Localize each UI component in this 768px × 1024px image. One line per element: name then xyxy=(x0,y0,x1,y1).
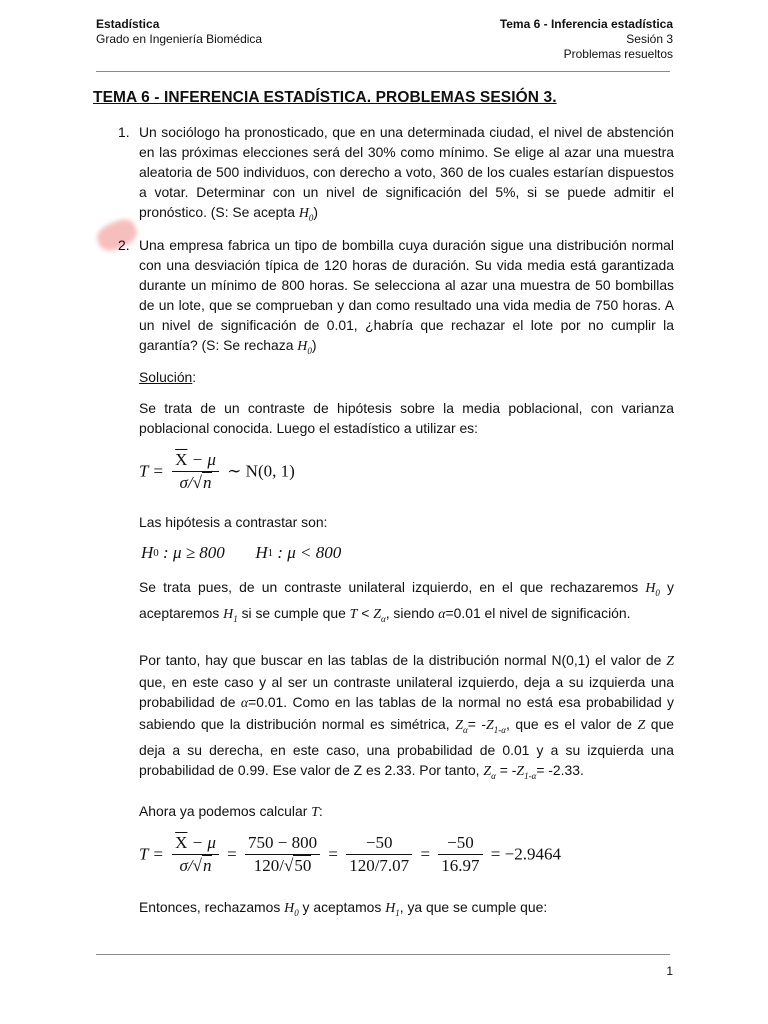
equation-statistic: T = $\frac{\overline{X} - \mu}{\sigma/√n}$ ∼ N(0, 1) xyxy=(139,450,295,492)
solution-paragraph-2: Las hipótesis a contrastar son: xyxy=(139,514,328,530)
solution-paragraph-5: Ahora ya podemos calcular T: xyxy=(139,803,323,820)
solution-paragraph-6: Entonces, rechazamos $H_0$ y aceptamos $H_1$, ya que se cumple que: xyxy=(139,899,548,918)
solution-paragraph-1: Se trata de un contraste de hipótesis sobre la media poblacional, con varianza poblacional conocida. Luego el estadístico a utilizar es: xyxy=(139,400,674,436)
header-topic: Tema 6 - Inferencia estadística xyxy=(499,17,673,31)
footer-rule xyxy=(96,954,670,955)
solution-paragraph-3: Se trata pues, de un contraste unilateral izquierdo, en el que rechazaremos $H_0$ y aceptaremos $H_1$ si se cumple que $T < Z_\alpha$, siendo α=0.01 el nivel de significación. xyxy=(139,579,674,624)
problem-1-number: 1. xyxy=(118,124,130,140)
problem-2-text: Una empresa fabrica un tipo de bombilla cuya duración sigue una distribución normal con una desviación típica de 120 horas de duración. Su vida media está garantizada durante un mínimo de 800 horas. Se selecciona al azar una muestra de 50 bombillas de un lote, que se comprueban y dan como resultado una vida media de 750 horas. A un nivel de significación de 0.01, ¿habría que rechazar el lote por no cumplir la garantía? (S: Se rechaza $H_0$) xyxy=(139,237,674,356)
equation-calculation: T = $\frac{\overline{X} - \mu}{\sigma/√n}$ = $\frac{750 - 800}{120/√50}$ = $\frac{-50}{120/7.07}$ = $\frac{-50}{16.97}$ = −2.9464 xyxy=(139,833,561,875)
page-title: TEMA 6 - INFERENCIA ESTADÍSTICA. PROBLEMAS SESIÓN 3. xyxy=(93,89,557,106)
header-course-title: Estadística xyxy=(96,17,160,31)
equation-hypotheses: H0 : μ ≥ 800 H1 : μ < 800 xyxy=(141,543,342,563)
highlight-mark xyxy=(93,215,140,255)
header-rule xyxy=(96,71,670,72)
page-number: 1 xyxy=(666,964,673,978)
header-degree: Grado en Ingeniería Biomédica xyxy=(96,32,263,46)
solution-label: Solución: xyxy=(139,369,197,385)
header-session: Sesión 3 xyxy=(626,32,673,46)
header-subtitle: Problemas resueltos xyxy=(563,47,673,61)
problem-2-number: 2. xyxy=(118,237,130,253)
problem-1-text: Un sociólogo ha pronosticado, que en una determinada ciudad, el nivel de abstención en las próximas elecciones será del 30% como mínimo. Se elige al azar una muestra aleatoria de 500 individuos, con derecho a voto, 360 de los cuales estarían dispuestos a votar. Determinar con un nivel de significación del 5%, si se puede admitir el pronóstico. (S: Se acepta $H_0$) xyxy=(139,124,674,223)
solution-paragraph-4: Por tanto, hay que buscar en las tablas de la distribución normal N(0,1) el valor de Z que, en este caso y al ser un contraste unilateral izquierdo, deja a su izquierda una probabilidad de α=0.01. Como en las tablas de la normal no está esa probabilidad y sabiendo que la distribución normal es simétrica, $Z_\alpha= -Z_{1-\alpha}$, que es el valor de Z que deja a su derecha, en este caso, una probabilidad de 0.01 y a su izquierda una probabilidad de 0.99. Ese valor de Z es 2.33. Por tanto, $Z_\alpha = -Z_{1-\alpha}= -2.33$. xyxy=(139,652,674,781)
